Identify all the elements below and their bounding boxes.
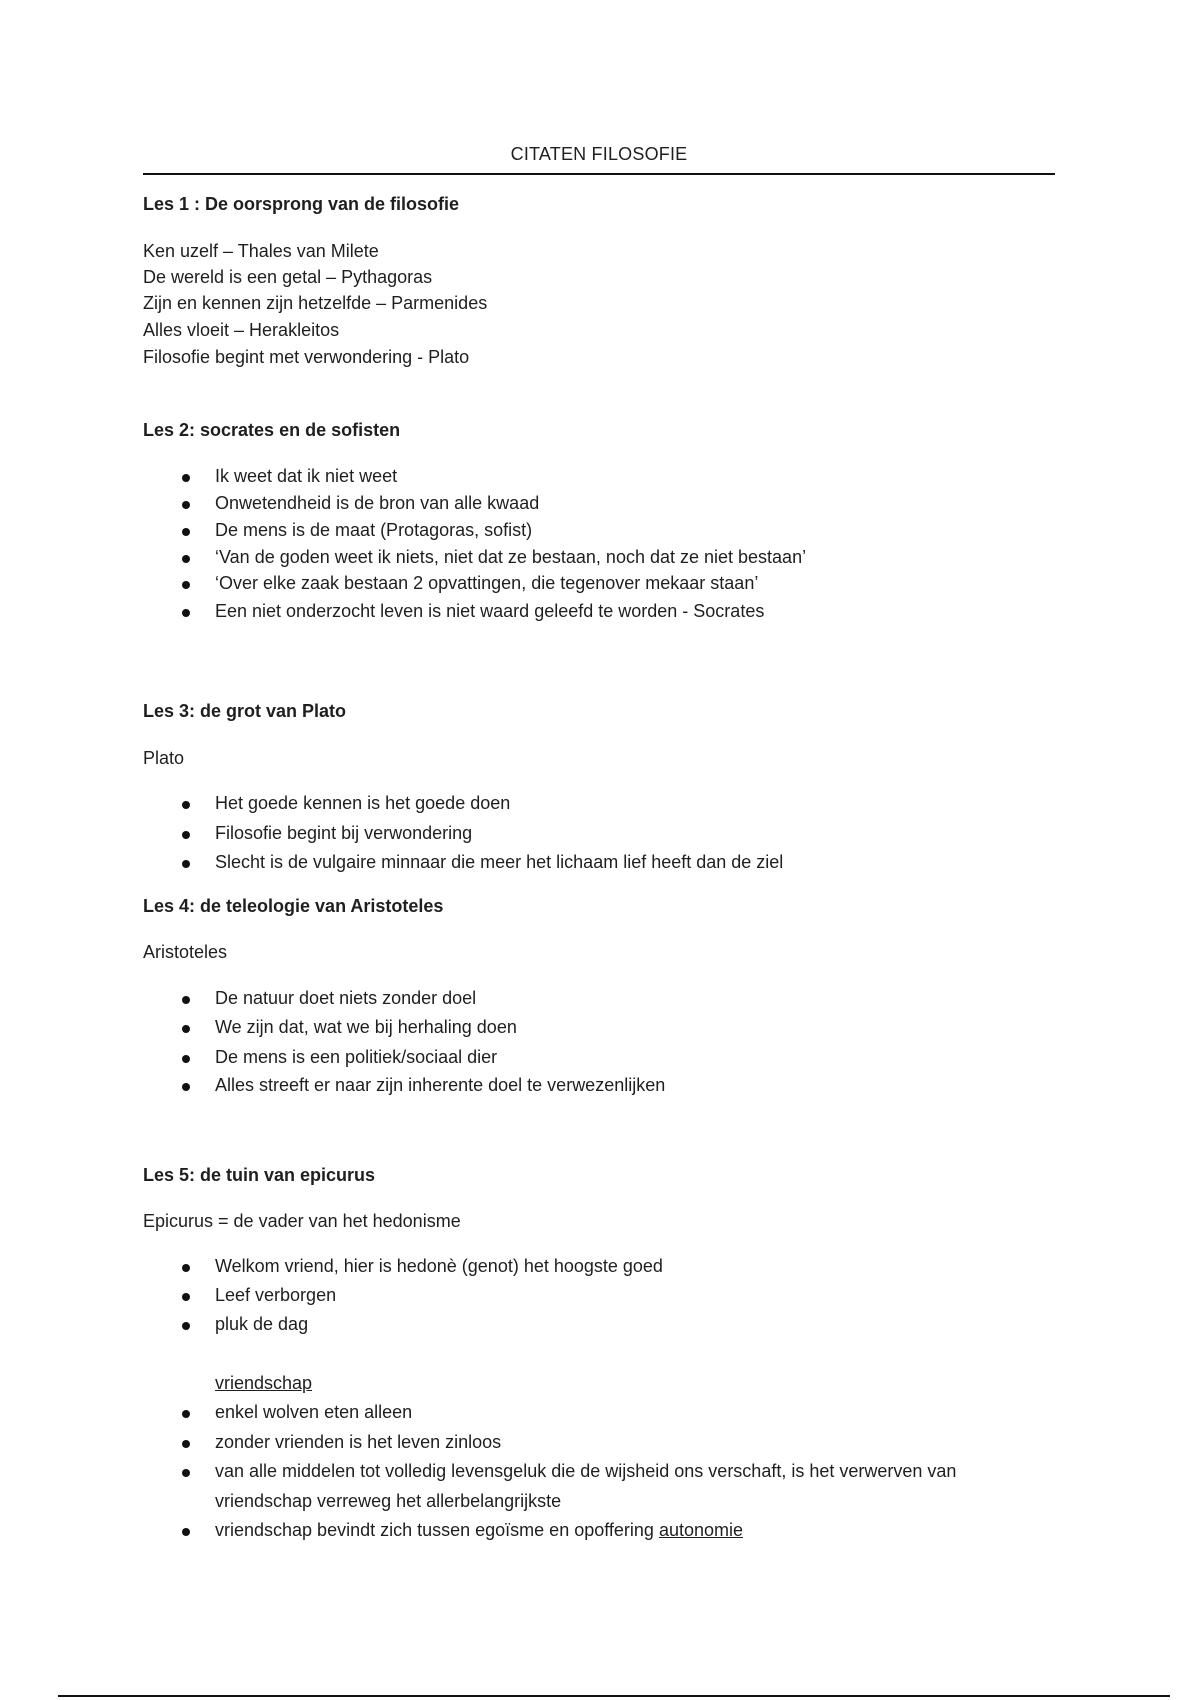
bullet-dot xyxy=(182,1528,190,1536)
section-intro: Plato xyxy=(143,748,185,768)
les3-heading: Les 3: de grot van Plato xyxy=(143,701,347,721)
quote-line: Filosofie begint met verwondering - Plato xyxy=(143,347,470,367)
quote-bullet: De mens is een politiek/sociaal dier xyxy=(215,1047,498,1067)
quote-bullet: De mens is de maat (Protagoras, sofist) xyxy=(215,520,533,540)
bullet-dot xyxy=(182,1083,190,1091)
bullet-dot xyxy=(182,1293,190,1301)
bullet-dot xyxy=(182,1264,190,1272)
bullet-dot xyxy=(182,581,190,589)
bullet-dot xyxy=(182,1055,190,1063)
bullet-dot xyxy=(182,609,190,617)
quote-bullet: enkel wolven eten alleen xyxy=(215,1402,413,1422)
quote-bullet xyxy=(215,1520,743,1541)
quote-bullet: Slecht is de vulgaire minnaar die meer het lichaam lief heeft dan de ziel xyxy=(215,852,784,872)
bullet-dot xyxy=(182,1410,190,1418)
quote-bullet: zonder vrienden is het leven zinloos xyxy=(215,1432,502,1452)
quote-bullet: We zijn dat, wat we bij herhaling doen xyxy=(215,1017,517,1037)
les2-heading: Les 2: socrates en de sofisten xyxy=(143,420,401,440)
quote-bullet: ‘Over elke zaak bestaan 2 opvattingen, die tegenover mekaar staan’ xyxy=(215,573,759,593)
subsection-label-vriendschap: vriendschap xyxy=(215,1373,313,1393)
quote-bullet: Alles streeft er naar zijn inherente doel te verwezenlijken xyxy=(215,1075,666,1095)
quote-line: Ken uzelf – Thales van Milete xyxy=(143,241,379,261)
quote-bullet: Ik weet dat ik niet weet xyxy=(215,466,398,486)
bullet-dot xyxy=(182,1469,190,1477)
quote-bullet: Een niet onderzocht leven is niet waard geleefd te worden - Socrates xyxy=(215,601,765,621)
footer-divider xyxy=(58,1695,1170,1697)
bullet-dot xyxy=(182,555,190,563)
bullet-dot xyxy=(182,501,190,509)
les4-heading: Les 4: de teleologie van Aristoteles xyxy=(143,896,444,916)
bullet-dot xyxy=(182,1440,190,1448)
bullet-dot xyxy=(182,1322,190,1330)
quote-bullet: Leef verborgen xyxy=(215,1285,337,1305)
bullet-dot xyxy=(182,474,190,482)
quote-line: Alles vloeit – Herakleitos xyxy=(143,320,340,340)
bullet-dot xyxy=(182,1025,190,1033)
bullet-dot xyxy=(182,860,190,868)
document-title: CITATEN FILOSOFIE xyxy=(510,144,688,164)
quote-bullet: van alle middelen tot volledig levensgeluk die de wijsheid ons verschaft, is het verwerven van xyxy=(215,1461,957,1481)
bullet-dot xyxy=(182,801,190,809)
bullet-dot xyxy=(182,996,190,1004)
quote-bullet: Filosofie begint bij verwondering xyxy=(215,823,473,843)
quote-bullet: Onwetendheid is de bron van alle kwaad xyxy=(215,493,540,513)
quote-line: De wereld is een getal – Pythagoras xyxy=(143,267,433,287)
les5-heading: Les 5: de tuin van epicurus xyxy=(143,1165,376,1185)
quote-bullet: pluk de dag xyxy=(215,1314,309,1334)
quote-bullet: Welkom vriend, hier is hedonè (genot) het hoogste goed xyxy=(215,1256,663,1276)
quote-bullet: ‘Van de goden weet ik niets, niet dat ze bestaan, noch dat ze niet bestaan’ xyxy=(215,547,807,567)
title-divider xyxy=(143,173,1055,175)
underlined-term: autonomie xyxy=(658,1520,744,1540)
section-intro: Aristoteles xyxy=(143,942,228,962)
quote-bullet: De natuur doet niets zonder doel xyxy=(215,988,477,1008)
les1-heading: Les 1 : De oorsprong van de filosofie xyxy=(143,194,460,214)
bullet-dot xyxy=(182,831,190,839)
quote-bullet-continuation: vriendschap verreweg het allerbelangrijkste xyxy=(215,1491,562,1511)
quote-bullet-text: vriendschap bevindt zich tussen egoïsme en opoffering xyxy=(215,1520,659,1540)
section-intro: Epicurus = de vader van het hedonisme xyxy=(143,1211,461,1231)
bullet-dot xyxy=(182,528,190,536)
quote-bullet: Het goede kennen is het goede doen xyxy=(215,793,511,813)
quote-line: Zijn en kennen zijn hetzelfde – Parmenides xyxy=(143,293,488,313)
